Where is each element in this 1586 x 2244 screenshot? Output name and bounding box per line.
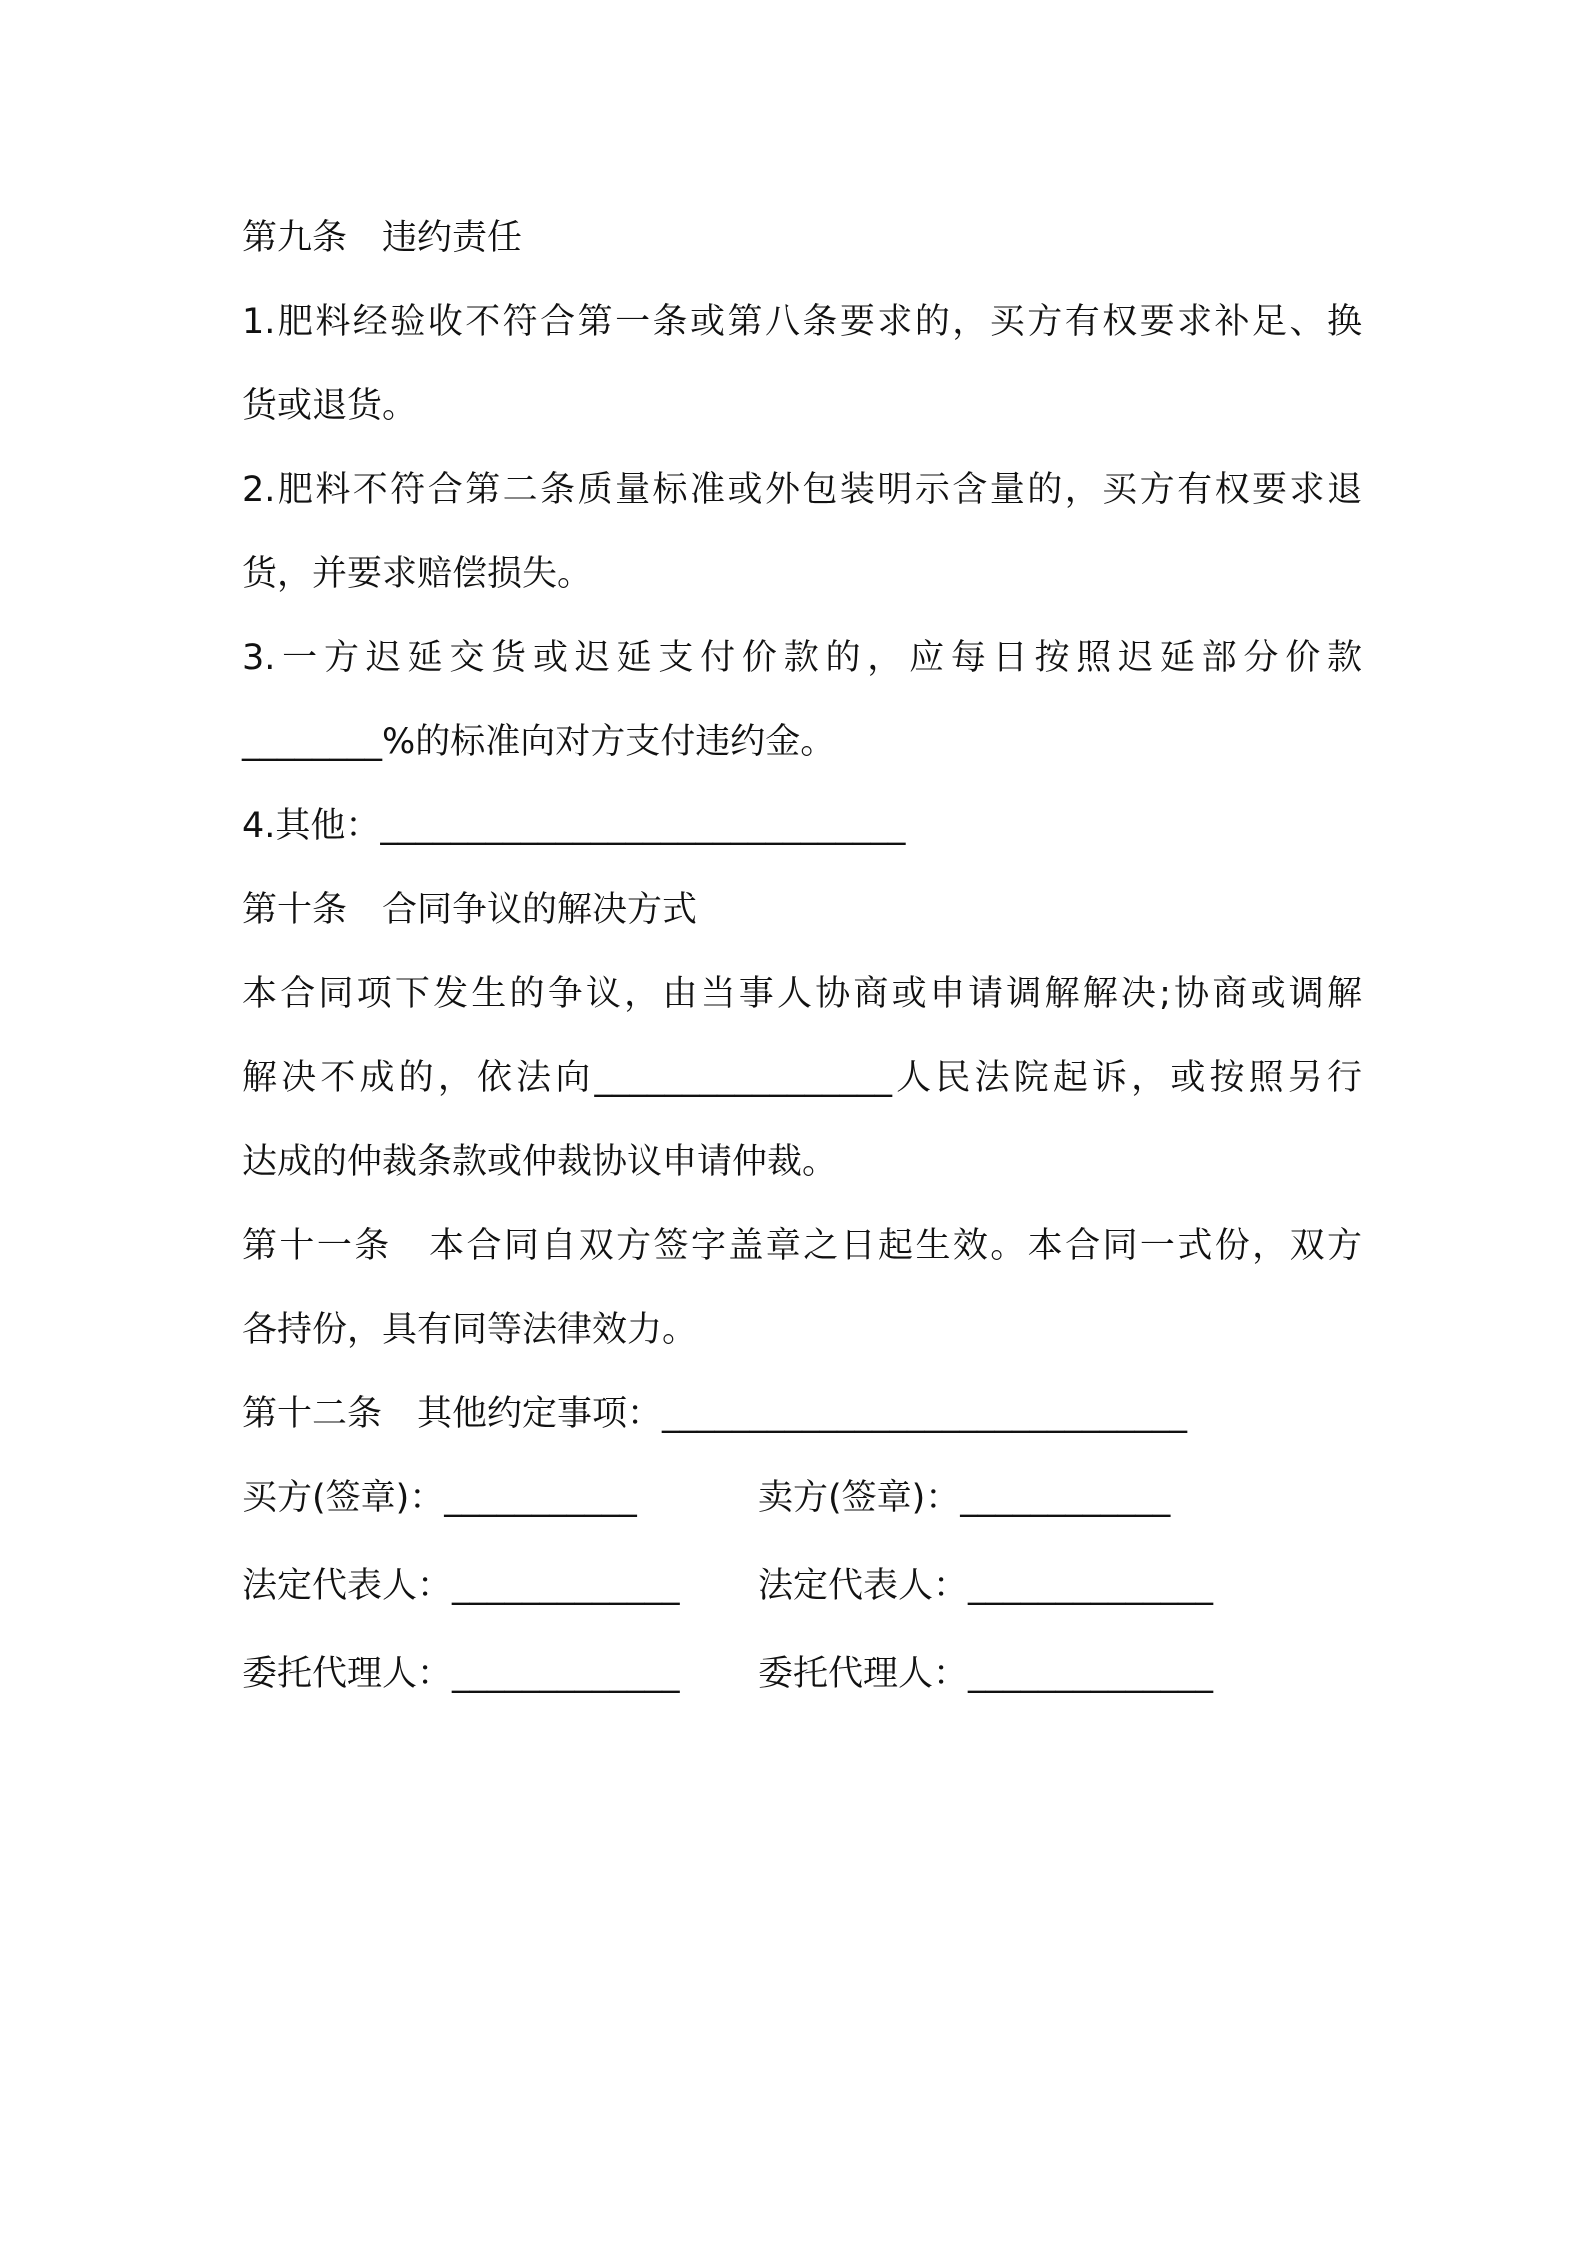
article12-line1: 第十二条 其他约定事项：______________________________ bbox=[242, 1394, 1188, 1434]
seller-legal-rep-field: 法定代表人：______________ bbox=[758, 1566, 1214, 1606]
buyer-seal-field: 买方(签章)：___________ bbox=[242, 1478, 637, 1518]
article9-item1-line2: 货或退货。 bbox=[242, 386, 418, 426]
article9-item2-line2: 货，并要求赔偿损失。 bbox=[242, 554, 593, 594]
article10-line2: 解决不成的，依法向_________________人民法院起诉，或按照另行 bbox=[242, 1058, 1362, 1098]
article10-line3: 达成的仲裁条款或仲裁协议申请仲裁。 bbox=[242, 1142, 838, 1182]
signature-row-rep bbox=[242, 1544, 1362, 1632]
signature-row-agent bbox=[242, 1632, 1362, 1720]
buyer-agent-field: 委托代理人：_____________ bbox=[242, 1654, 680, 1694]
seller-agent-field: 委托代理人：______________ bbox=[758, 1654, 1214, 1694]
article9-item1-line1: 1.肥料经验收不符合第一条或第八条要求的，买方有权要求补足、换 bbox=[242, 302, 1362, 342]
seller-seal-field: 卖方(签章)：____________ bbox=[758, 1478, 1171, 1518]
article10-line1: 本合同项下发生的争议，由当事人协商或申请调解解决;协商或调解 bbox=[242, 974, 1362, 1014]
article9-item3-line1: 3.一方迟延交货或迟延支付价款的，应每日按照迟延部分价款 bbox=[242, 638, 1362, 678]
article9-item3-line2: ________%的标准向对方支付违约金。 bbox=[242, 722, 836, 762]
signature-row-seal bbox=[242, 1456, 1362, 1544]
article10-heading: 第十条 合同争议的解决方式 bbox=[242, 890, 698, 930]
article9-item2-line1: 2.肥料不符合第二条质量标准或外包装明示含量的，买方有权要求退 bbox=[242, 470, 1362, 510]
article9-heading: 第九条 违约责任 bbox=[242, 218, 523, 258]
article11-line2: 各持份，具有同等法律效力。 bbox=[242, 1310, 698, 1350]
buyer-legal-rep-field: 法定代表人：_____________ bbox=[242, 1566, 680, 1606]
article11-line1: 第十一条 本合同自双方签字盖章之日起生效。本合同一式份，双方 bbox=[242, 1226, 1362, 1266]
article9-item4: 4.其他：______________________________ bbox=[242, 806, 906, 846]
document-content bbox=[242, 196, 1362, 1720]
